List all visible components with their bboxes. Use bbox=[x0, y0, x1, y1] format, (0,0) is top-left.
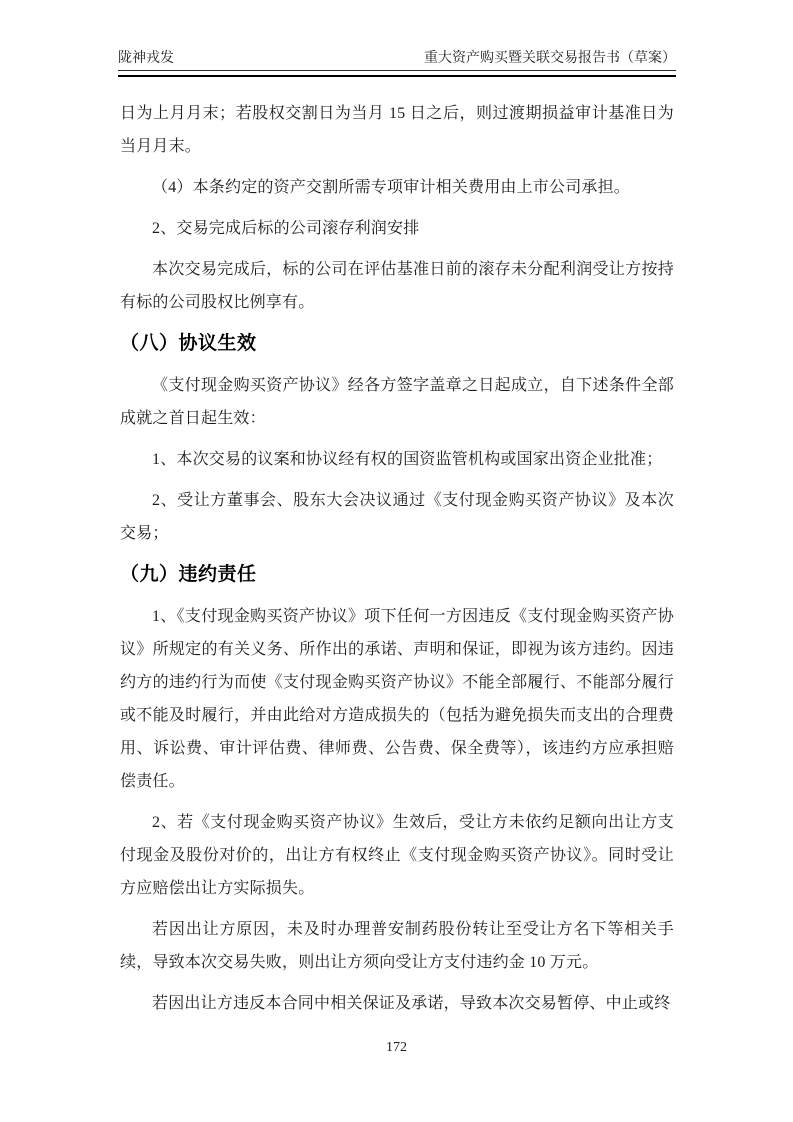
header-company-name: 陇神戎发 bbox=[118, 51, 174, 66]
paragraph-breach-of-warranty-truncated: 若因出让方违反本合同中相关保证及承诺，导致本次交易暂停、中止或终 bbox=[152, 995, 671, 1012]
page-header bbox=[118, 50, 676, 77]
paragraph-transferor-penalty: 若因出让方原因，未及时办理普安制药股份转让至受让方名下等相关手续，导致本次交易失败，则出让方须向受让方支付违约金 10 万元。 bbox=[120, 921, 674, 971]
paragraph-transition-period-audit-date: 日为上月月末；若股权交割日为当月 15 日之后，则过渡期损益审计基准日为当月月末。 bbox=[120, 105, 674, 155]
paragraph-condition-2: 2、受让方董事会、股东大会决议通过《支付现金购买资产协议》及本次交易； bbox=[120, 492, 674, 542]
page-number: 172 bbox=[386, 1040, 407, 1055]
paragraph-effectiveness-conditions-intro: 《支付现金购买资产协议》经各方签字盖章之日起成立，自下述条件全部成就之首日起生效： bbox=[120, 377, 674, 427]
paragraph-audit-fee-clause: （4）本条约定的资产交割所需专项审计相关费用由上市公司承担。 bbox=[152, 179, 631, 196]
paragraph-breach-payment-termination: 2、若《支付现金购买资产协议》生效后，受让方未依约足额向出让方支付现金及股份对价的，出让方有权终止《支付现金购买资产协议》。同时受让方应赔偿出让方实际损失。 bbox=[120, 814, 674, 897]
section-heading-breach-liability: （九）违约责任 bbox=[120, 564, 257, 585]
header-rule bbox=[118, 75, 676, 77]
page-header-row bbox=[118, 50, 676, 71]
document-body bbox=[120, 97, 674, 1028]
paragraph-breach-definition: 1、《支付现金购买资产协议》项下任何一方因违反《支付现金购买资产协议》所规定的有关义务、所作出的承诺、声明和保证，即视为该方违约。因违约方的违约行为而使《支付现金购买资产协议》不能全部履行、不能部分履行或不能及时履行，并由此给对方造成损失的（包括为避免损失而支出的合理费用、诉讼费、审计评估费、律师费、公告费、保全费等），该违约方应承担赔偿责任。 bbox=[120, 608, 674, 790]
paragraph-retained-profit-arrangement: 本次交易完成后，标的公司在评估基准日前的滚存未分配利润受让方按持有标的公司股权比例享有。 bbox=[120, 261, 674, 311]
header-document-title: 重大资产购买暨关联交易报告书（草案） bbox=[424, 51, 676, 66]
page-footer bbox=[0, 1038, 793, 1058]
paragraph-condition-1: 1、本次交易的议案和协议经有权的国资监管机构或国家出资企业批准； bbox=[152, 451, 663, 468]
paragraph-retained-profit-subheading: 2、交易完成后标的公司滚存利润安排 bbox=[152, 220, 420, 237]
section-heading-agreement-effectiveness: （八）协议生效 bbox=[120, 333, 257, 354]
